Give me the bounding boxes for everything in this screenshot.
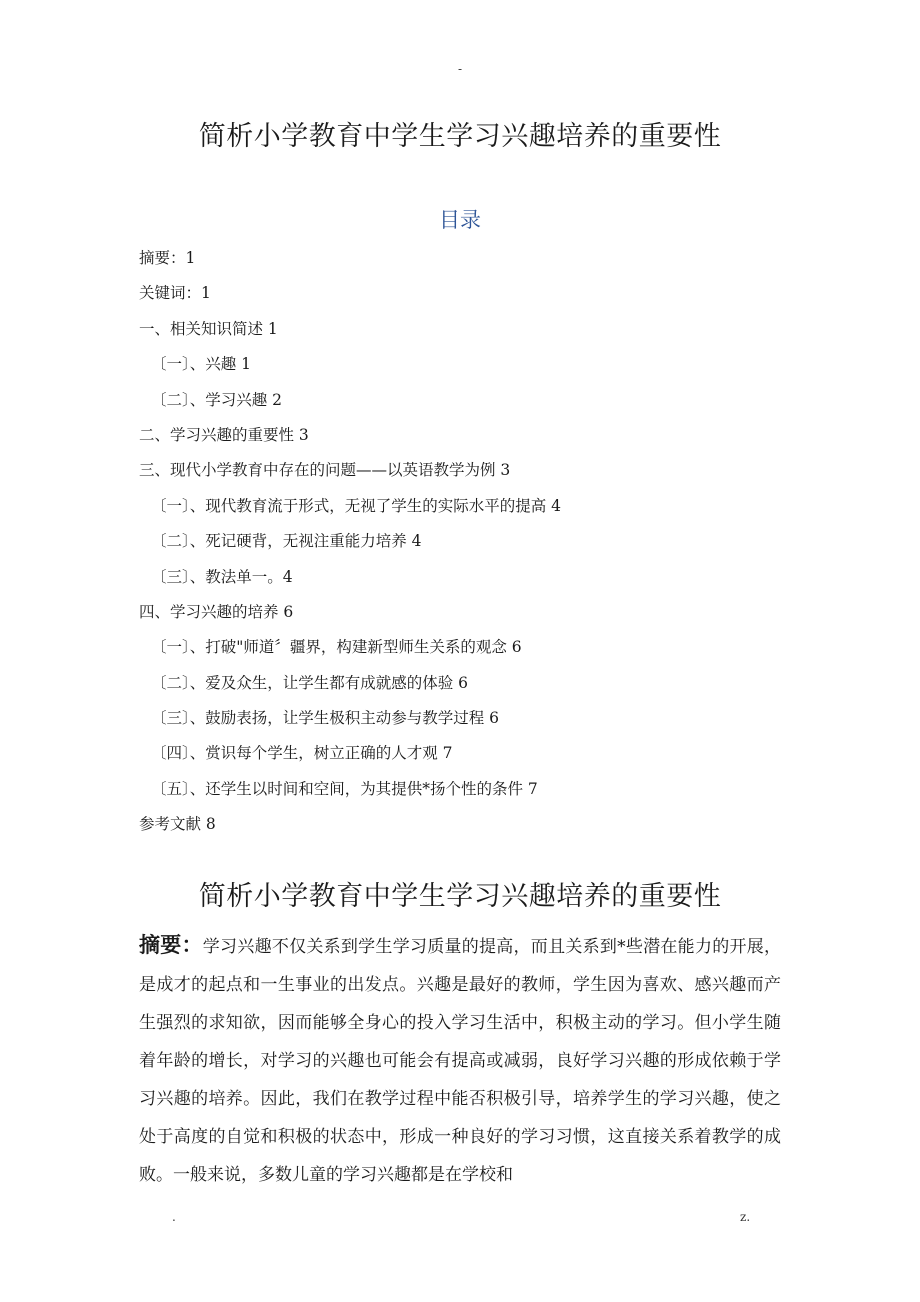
table-of-contents [139,246,819,848]
document-title: 简析小学教育中学生学习兴趣培养的重要性 [198,121,722,152]
body-title: 简析小学教育中学生学习兴趣培养的重要性 [198,881,722,912]
toc-entry[interactable]: 参考文献 8 [139,815,216,834]
toc-subentry[interactable]: 〔三〕、鼓励表扬，让学生极积主动参与教学过程 6 [151,709,500,728]
page-header-mark: - [457,62,463,76]
toc-subentry[interactable]: 〔三〕、教法单一。4 [151,567,293,586]
footer-left-mark: . [172,1210,176,1224]
toc-heading: 目录 [439,208,481,232]
toc-entry[interactable]: 摘要：1 [139,249,196,267]
toc-subentry[interactable]: 〔二〕、爱及众生，让学生都有成就感的体验 6 [151,673,469,692]
abstract-label: 摘要： [139,933,203,957]
toc-entry[interactable]: 四、学习兴趣的培养 6 [139,602,294,621]
footer-right-mark: z. [740,1210,751,1224]
toc-subentry[interactable]: 〔一〕、兴趣 1 [151,355,252,374]
toc-subentry[interactable]: 〔二〕、死记硬背，无视注重能力培养 4 [151,532,422,551]
abstract-text: 学习兴趣不仅关系到学生学习质量的提高，而且关系到*些潜在能力的开展，是成才的起点和一生事业的出发点。兴趣是最好的教师，学生因为喜欢、感兴趣而产生强烈的求知欲，因而能够全身心的投入学习生活中，积极主动的学习。但小学生随着年龄的增长，对学习的兴趣也可能会有提高或减弱，良好学习兴趣的形成依赖于学习兴趣的培养。因此，我们在教学过程中能否积极引导，培养学生的学习兴趣，使之处于高度的自觉和积极的状态中，形成一种良好的学习习惯，这直接关系着教学的成败。一般来说，多数儿童的学习兴趣都是在学校和 [139,937,782,1185]
toc-entry[interactable]: 一、相关知识简述 1 [139,319,278,338]
toc-subentry[interactable]: 〔一〕、现代教育流于形式，无视了学生的实际水平的提高 4 [151,496,562,515]
toc-entry[interactable]: 关键词：1 [139,284,211,303]
toc-subentry[interactable]: 〔四〕、赏识每个学生，树立正确的人才观 7 [151,744,453,763]
toc-entry[interactable]: 三、现代小学教育中存在的问题——以英语教学为例 3 [139,461,511,480]
toc-subentry[interactable]: 〔二〕、学习兴趣 2 [151,390,283,409]
toc-entry[interactable]: 二、学习兴趣的重要性 3 [139,425,309,444]
toc-subentry[interactable]: 〔一〕、打破"师道〞疆界，构建新型师生关系的观念 6 [151,638,522,657]
toc-subentry[interactable]: 〔五〕、还学生以时间和空间，为其提供*扬个性的条件 7 [151,779,538,798]
abstract-paragraph [139,926,781,1194]
